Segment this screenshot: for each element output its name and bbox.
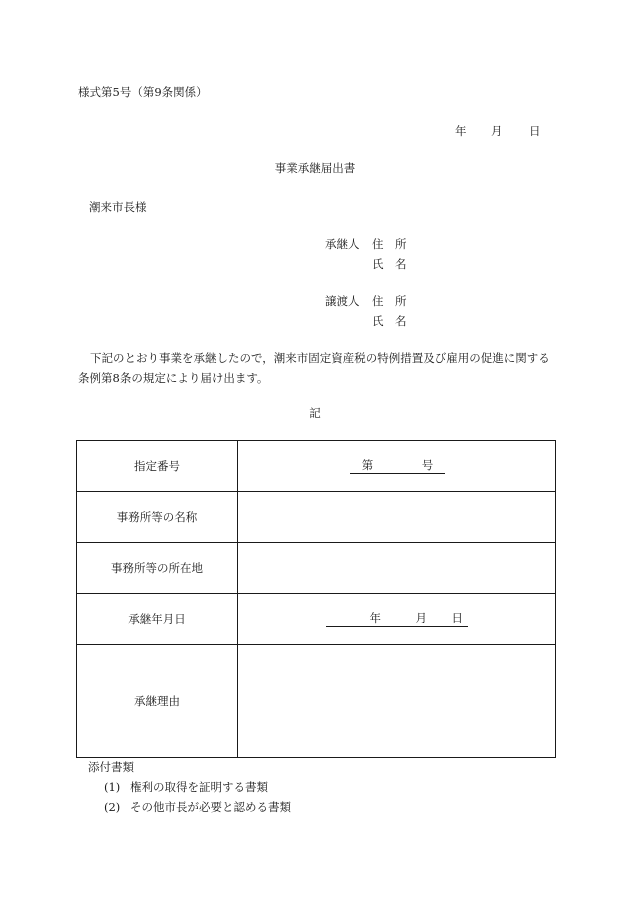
number-suffix: 号: [421, 458, 434, 472]
date-month: 月: [491, 124, 503, 138]
succession-reason-label: 承継理由: [77, 645, 238, 758]
table-row: [77, 441, 556, 492]
addressee: 潮来市長様: [89, 200, 147, 214]
attachments-title: 添付書類: [88, 760, 134, 774]
table-row: [77, 492, 556, 543]
transferor-name-row: [325, 313, 407, 329]
office-name-label: 事務所等の名称: [77, 492, 238, 543]
table-row: [77, 543, 556, 594]
document-title: 事業承継届出書: [274, 161, 356, 175]
number-prefix: 第: [361, 458, 374, 472]
attachment-number: (1): [104, 780, 121, 794]
transferor-role: 譲渡人: [325, 294, 360, 308]
table-row: [77, 594, 556, 645]
attachment-text: その他市長が必要と認める書類: [130, 800, 291, 814]
submission-date: [455, 123, 541, 139]
attachment-number: (2): [104, 800, 121, 814]
successor-role: 承継人: [325, 237, 360, 251]
succession-month: 月: [415, 611, 427, 625]
attachment-text: 権利の取得を証明する書類: [130, 780, 268, 794]
transferor-address-row: [325, 293, 407, 309]
attachment-item: [104, 779, 268, 795]
date-day: 日: [529, 124, 541, 138]
succession-day: 日: [451, 611, 463, 625]
designation-number-label: 指定番号: [77, 441, 238, 492]
table-row: [77, 645, 556, 758]
attachment-item: [104, 799, 291, 815]
successor-address-label: 住 所: [372, 237, 407, 251]
succession-year: 年: [369, 611, 381, 625]
transferor-name-label: 氏 名: [372, 314, 407, 328]
designation-number-field[interactable]: [238, 441, 556, 492]
successor-name-row: [325, 256, 407, 272]
detail-table: [76, 440, 556, 758]
succession-date-label: 承継年月日: [77, 594, 238, 645]
office-location-label: 事務所等の所在地: [77, 543, 238, 594]
office-location-field[interactable]: [238, 543, 556, 594]
successor-address-row: [325, 236, 407, 252]
transferor-address-label: 住 所: [372, 294, 407, 308]
body-paragraph: [78, 348, 553, 388]
succession-date-field[interactable]: [238, 594, 556, 645]
office-name-field[interactable]: [238, 492, 556, 543]
date-year: 年: [455, 124, 467, 138]
successor-name-label: 氏 名: [372, 257, 407, 271]
ki-heading: 記: [309, 406, 321, 420]
form-number: 様式第5号（第9条関係）: [78, 85, 208, 99]
body-text: 下記のとおり事業を承継したので，潮来市固定資産税の特例措置及び雇用の促進に関する条例第8条の規定により届け出ます。: [78, 351, 550, 385]
succession-reason-field[interactable]: [238, 645, 556, 758]
